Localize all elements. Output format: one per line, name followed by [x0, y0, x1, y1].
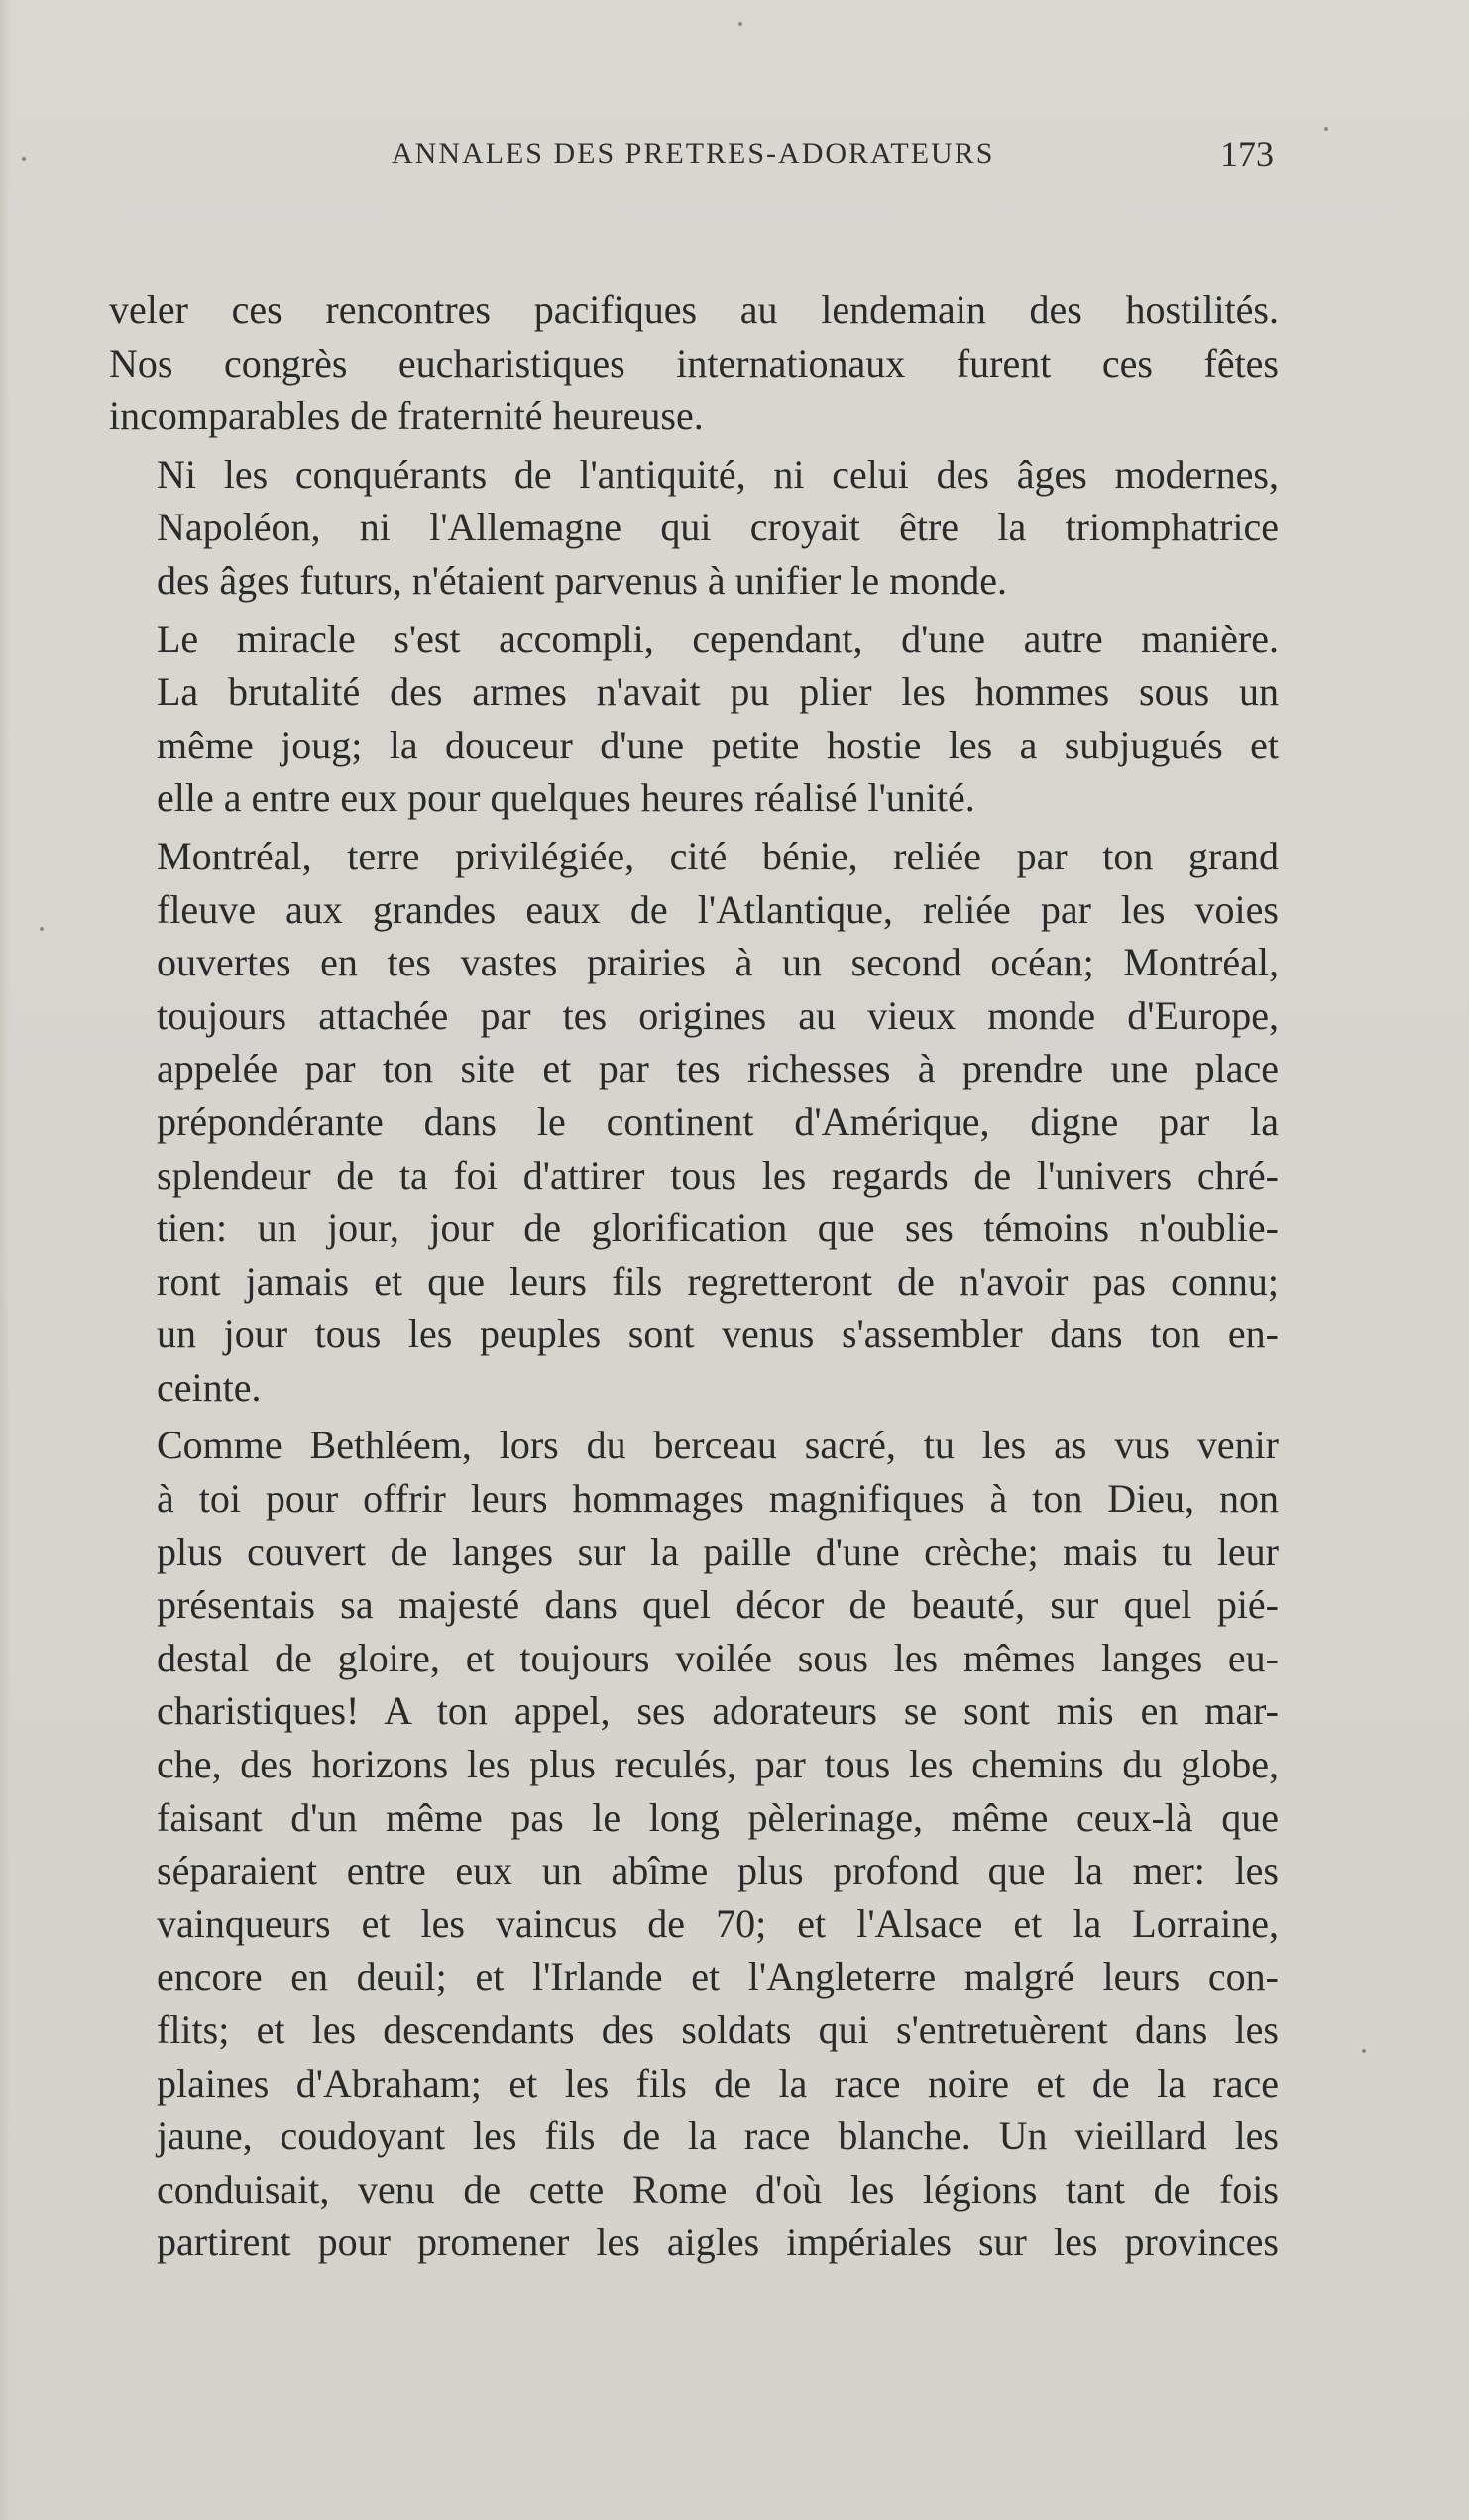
page-edge-shadow	[0, 0, 10, 2520]
text-line: prépondérante dans le continent d'Amérique, digne par la	[157, 1098, 1279, 1144]
text-line: charistiques! A ton appel, ses adorateurs se sont mis en mar-	[157, 1688, 1279, 1734]
paper-speck	[1324, 127, 1328, 131]
text-line: Ni les conquérants de l'antiquité, ni celui des âges modernes,	[157, 451, 1279, 497]
text-line: Montréal, terre privilégiée, cité bénie, reliée par ton grand	[157, 833, 1279, 878]
text-line: présentais sa majesté dans quel décor de beauté, sur quel pié-	[157, 1582, 1279, 1628]
paper-speck	[22, 157, 26, 161]
text-line: conduisait, venu de cette Rome d'où les légions tant de fois	[157, 2166, 1279, 2212]
text-line: veler ces rencontres pacifiques au lendemain des hostilités.	[109, 287, 1279, 332]
running-head: ANNALES DES PRETRES-ADORATEURS	[392, 137, 995, 170]
text-line: Nos congrès eucharistiques internationaux furent ces fêtes	[109, 340, 1279, 386]
paper-speck	[40, 927, 44, 931]
text-line: encore en deuil; et l'Irlande et l'Angleterre malgré leurs con-	[157, 1954, 1279, 2000]
paragraph-1	[109, 284, 1279, 443]
paper-speck	[738, 22, 742, 26]
text-line: ceinte.	[157, 1364, 262, 1410]
text-line: jaune, coudoyant les fils de la race blanche. Un vieillard les	[157, 2114, 1279, 2159]
text-line: plus couvert de langes sur la paille d'une crèche; mais tu leur	[157, 1529, 1279, 1574]
text-line: faisant d'un même pas le long pèlerinage, même ceux-là que	[157, 1794, 1279, 1840]
paragraph-4	[109, 830, 1279, 1415]
text-line: toujours attachée par tes origines au vieux monde d'Europe,	[157, 992, 1279, 1038]
text-line: splendeur de ta foi d'attirer tous les regards de l'univers chré-	[157, 1152, 1279, 1198]
text-line: Comme Bethléem, lors du berceau sacré, tu les as vus venir	[157, 1423, 1279, 1468]
text-line: ront jamais et que leurs fils regretteront de n'avoir pas connu;	[157, 1258, 1279, 1304]
text-line: che, des horizons les plus reculés, par tous les chemins du globe,	[157, 1742, 1279, 1787]
text-line: à toi pour offrir leurs hommages magnifiques à ton Dieu, non	[157, 1476, 1279, 1522]
text-line: plaines d'Abraham; et les fils de la race noire et de la race	[157, 2060, 1279, 2106]
text-line: flits; et les descendants des soldats qui s'entretuèrent dans les	[157, 2007, 1279, 2052]
paper-speck	[1362, 2049, 1366, 2053]
text-line: séparaient entre eux un abîme plus profond que la mer: les	[157, 1848, 1279, 1893]
text-line: La brutalité des armes n'avait pu plier les hommes sous un	[157, 669, 1279, 715]
text-line: un jour tous les peuples sont venus s'assembler dans ton en-	[157, 1312, 1279, 1357]
text-line: destal de gloire, et toujours voilée sous les mêmes langes eu-	[157, 1635, 1279, 1680]
text-line: même joug; la douceur d'une petite hostie les a subjugués et	[157, 722, 1279, 767]
text-line: ouvertes en tes vastes prairies à un second océan; Montréal,	[157, 940, 1279, 985]
text-line: des âges futurs, n'étaient parvenus à unifier le monde.	[157, 557, 1008, 603]
text-line: fleuve aux grandes eaux de l'Atlantique, reliée par les voies	[157, 886, 1279, 932]
text-line: Le miracle s'est accompli, cependant, d'une autre manière.	[157, 616, 1279, 661]
paragraph-5	[109, 1419, 1279, 2269]
body-text	[109, 284, 1279, 2274]
paragraph-2	[109, 448, 1279, 608]
text-line: incomparables de fraternité heureuse.	[109, 394, 704, 439]
text-line: vainqueurs et les vaincus de 70; et l'Alsace et la Lorraine,	[157, 1900, 1279, 1946]
text-line: Napoléon, ni l'Allemagne qui croyait être la triomphatrice	[157, 505, 1279, 550]
text-line: elle a entre eux pour quelques heures réalisé l'unité.	[157, 775, 975, 821]
text-line: partirent pour promener les aigles impériales sur les provinces	[157, 2220, 1279, 2265]
text-line: appelée par ton site et par tes richesses à prendre une place	[157, 1046, 1279, 1091]
page-number: 173	[1220, 134, 1274, 173]
text-line: tien: un jour, jour de glorification que ses témoins n'oublie-	[157, 1205, 1279, 1251]
paragraph-3	[109, 613, 1279, 825]
